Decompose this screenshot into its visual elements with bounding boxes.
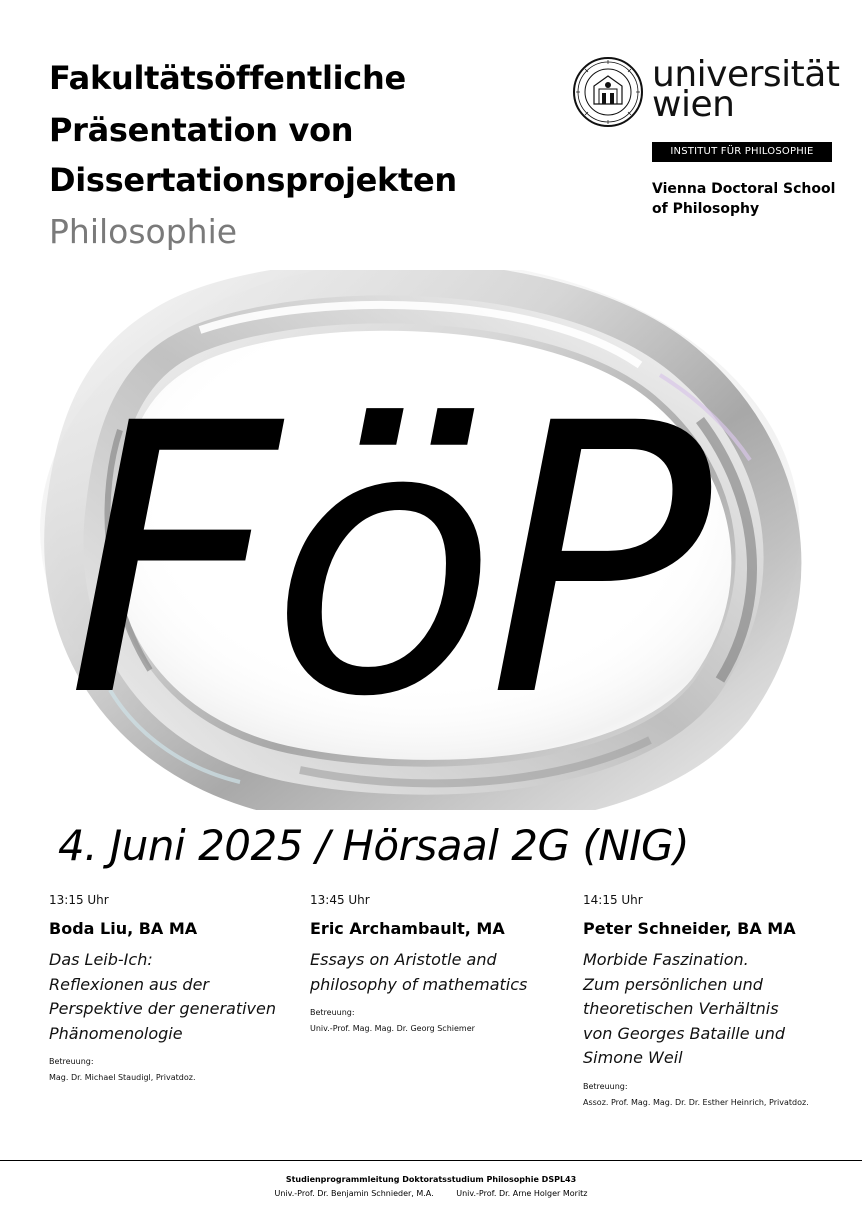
supervisor-name: Univ.-Prof. Mag. Mag. Dr. Georg Schiemer: [310, 1024, 475, 1033]
talk-time: 13:45 Uhr: [310, 893, 370, 907]
title-line-3: Dissertationsprojekten: [49, 161, 457, 199]
talk-speaker: Eric Archambault, MA: [310, 919, 505, 938]
school-line-2: of Philosophy: [652, 201, 760, 217]
footer-program-line: Studienprogrammleitung Doktoratsstudium Philosophie DSPL43: [285, 1175, 577, 1184]
title-line-1: Fakultätsöffentliche: [49, 59, 406, 97]
talk-title-line: Reflexionen aus der: [49, 974, 209, 994]
talk-title-line: philosophy of mathematics: [310, 974, 528, 994]
footer-person-2: Univ.-Prof. Dr. Arne Holger Moritz: [456, 1189, 588, 1198]
talk-title-line: Perspektive der generativen: [49, 999, 276, 1018]
talk-title-line: Das Leib-Ich:: [49, 950, 153, 969]
footer-people: [0, 1188, 862, 1200]
supervision-label: Betreuung:: [310, 1008, 355, 1017]
talk-title-line: Essays on Aristotle and: [310, 950, 497, 969]
school-line-1: Vienna Doctoral School: [652, 181, 836, 197]
subtitle: Philosophie: [49, 212, 238, 251]
talk-title: [310, 948, 565, 997]
talk-title-line: Simone Weil: [583, 1048, 683, 1067]
event-date-location: 4. Juni 2025 / Hörsaal 2G (NIG): [58, 821, 689, 870]
talk-time: 14:15 Uhr: [583, 893, 643, 907]
supervision-label: Betreuung:: [49, 1057, 94, 1066]
university-logo-line1: universität: [652, 54, 840, 95]
supervision-label: Betreuung:: [583, 1081, 628, 1091]
title-line-2: Präsentation von: [49, 111, 354, 149]
supervisor-name: Assoz. Prof. Mag. Mag. Dr. Dr. Esther Heinrich, Privatdoz.: [583, 1097, 809, 1107]
talk-title: [583, 948, 833, 1071]
university-seal-icon: [572, 56, 644, 128]
supervisor-name: Mag. Dr. Michael Staudigl, Privatdoz.: [49, 1073, 196, 1082]
talk-title-line: Zum persönlichen und: [583, 974, 763, 994]
talk-time: 13:15 Uhr: [49, 893, 109, 907]
institute-label: INSTITUT FÜR PHILOSOPHIE: [652, 142, 832, 162]
talk-title-line: theoretischen Verhältnis: [583, 999, 779, 1018]
talk-1: [49, 892, 299, 1084]
talk-2: [310, 892, 565, 1035]
footer-divider: [0, 1160, 862, 1161]
talk-title: [49, 948, 299, 1046]
talk-title-line: Morbide Faszination.: [583, 950, 749, 969]
hero-acronym: FöP: [66, 345, 702, 778]
footer-person-1: Univ.-Prof. Dr. Benjamin Schnieder, M.A.: [274, 1189, 434, 1198]
talk-title-line: von Georges Bataille und: [583, 1023, 786, 1043]
university-logo-line2: wien: [652, 84, 735, 125]
talk-title-line: Phänomenologie: [49, 1023, 183, 1043]
talk-speaker: Boda Liu, BA MA: [49, 919, 198, 938]
talk-3: [583, 892, 833, 1109]
talk-speaker: Peter Schneider, BA MA: [583, 919, 796, 938]
